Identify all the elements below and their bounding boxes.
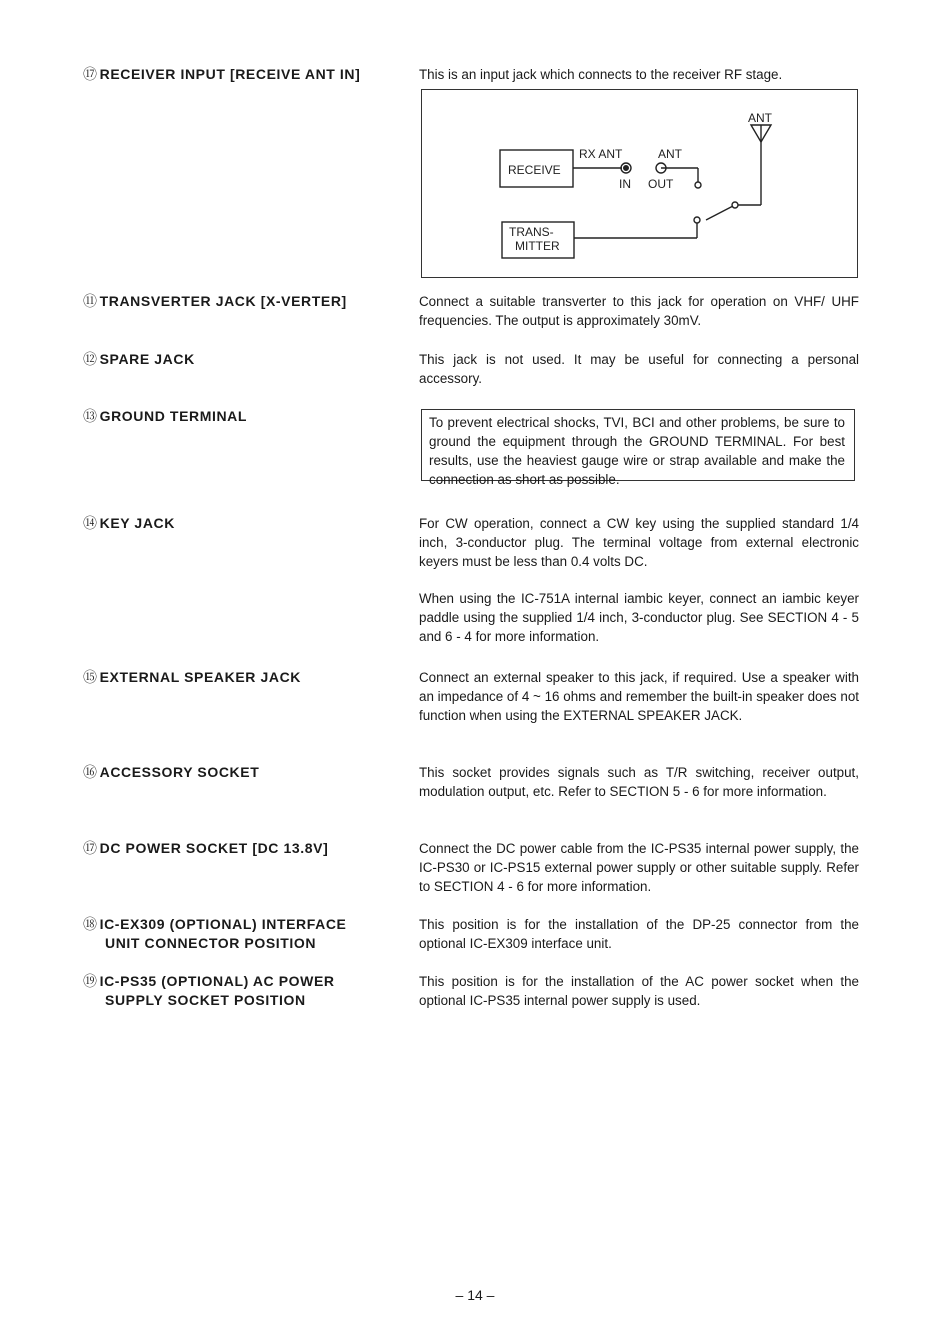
rx-ant-label: RX ANT bbox=[579, 147, 623, 161]
antenna-icon bbox=[751, 125, 771, 205]
item-number: ⑮ bbox=[83, 669, 98, 685]
body-ic-ex309-interface: This position is for the installation of the DP-25 connector from the optional IC-EX309 interface unit. bbox=[419, 917, 859, 951]
body-key-jack: For CW operation, connect a CW key using the supplied standard 1/4 inch, 3-conductor plug. The terminal voltage from external electronic keyers must be less than 0.4 volts DC. bbox=[419, 516, 859, 569]
heading-title: IC-PS35 (OPTIONAL) AC POWER bbox=[99, 973, 335, 989]
heading-title: KEY JACK bbox=[99, 515, 175, 531]
heading-title: GROUND TERMINAL bbox=[99, 408, 248, 424]
body-external-speaker-jack: Connect an external speaker to this jack, if required. Use a speaker with an impedance of 4 ~ 16 ohms and remember the built-in speaker does not function when using the EXTERNAL SPEAKER JACK. bbox=[419, 670, 859, 723]
heading-ground-terminal bbox=[83, 407, 383, 426]
ground-warning-box: To prevent electrical shocks, TVI, BCI and other problems, be sure to ground the equipment through the GROUND TERMINAL. For best results, use the heaviest gauge wire or strap available and make the connection as short as possible. bbox=[421, 409, 855, 481]
item-number: ⑯ bbox=[83, 764, 98, 780]
item-number: ⑰ bbox=[83, 840, 98, 856]
body-receiver-input: This is an input jack which connects to the receiver RF stage. bbox=[419, 67, 783, 82]
trans-label-1: TRANS- bbox=[509, 225, 554, 239]
heading-receiver-input bbox=[83, 65, 383, 84]
ant-label: ANT bbox=[658, 147, 682, 161]
heading-title: TRANSVERTER JACK [X-VERTER] bbox=[99, 293, 347, 309]
item-number: ⑪ bbox=[83, 293, 98, 309]
ant-top-label: ANT bbox=[748, 111, 772, 125]
heading-ic-ps35-ac-power bbox=[83, 972, 383, 1010]
item-number: ⑲ bbox=[83, 973, 98, 989]
heading-title: SPARE JACK bbox=[99, 351, 195, 367]
body-key-jack-iambic: When using the IC-751A internal iambic keyer, connect an iambic keyer paddle using the supplied 1/4 inch, 3-conductor plug. See SECTION 4 - 5 and 6 - 4 for more information. bbox=[419, 591, 859, 644]
heading-title-line2: SUPPLY SOCKET POSITION bbox=[105, 992, 306, 1008]
heading-title: ACCESSORY SOCKET bbox=[99, 764, 260, 780]
body-dc-power-socket: Connect the DC power cable from the IC-PS35 internal power supply, the IC-PS30 or IC-PS15 external power supply or other suitable supply. Refer to SECTION 4 - 6 for more information. bbox=[419, 841, 859, 894]
item-number: ⑭ bbox=[83, 515, 98, 531]
body-transverter-jack: Connect a suitable transverter to this jack for operation on VHF/ UHF frequencies. The output is approximately 30mV. bbox=[419, 294, 859, 328]
body-accessory-socket: This socket provides signals such as T/R switching, receiver output, modulation output, etc. Refer to SECTION 5 - 6 for more information. bbox=[419, 765, 859, 799]
heading-accessory-socket bbox=[83, 763, 383, 782]
antenna-connection-diagram bbox=[421, 89, 858, 278]
item-number: ⑱ bbox=[83, 916, 98, 932]
heading-external-speaker-jack bbox=[83, 668, 383, 687]
heading-title: DC POWER SOCKET [DC 13.8V] bbox=[99, 840, 329, 856]
out-label: OUT bbox=[648, 177, 674, 191]
item-number: ⑫ bbox=[83, 351, 98, 367]
heading-title: RECEIVER INPUT [RECEIVE ANT IN] bbox=[99, 66, 361, 82]
heading-title: IC-EX309 (OPTIONAL) INTERFACE bbox=[99, 916, 347, 932]
heading-transverter-jack bbox=[83, 292, 383, 311]
page-number: – 14 – bbox=[455, 1287, 495, 1303]
body-spare-jack: This jack is not used. It may be useful for connecting a personal accessory. bbox=[419, 352, 859, 386]
item-number: ⑬ bbox=[83, 408, 98, 424]
heading-ic-ex309-interface bbox=[83, 915, 383, 953]
trans-label-2: MITTER bbox=[515, 239, 560, 253]
in-label: IN bbox=[619, 177, 631, 191]
heading-title-line2: UNIT CONNECTOR POSITION bbox=[105, 935, 317, 951]
heading-key-jack bbox=[83, 514, 383, 533]
heading-title: EXTERNAL SPEAKER JACK bbox=[99, 669, 301, 685]
heading-spare-jack bbox=[83, 350, 383, 369]
body-ic-ps35-ac-power: This position is for the installation of the AC power socket when the optional IC-PS35 internal power supply is used. bbox=[419, 974, 859, 1008]
receive-label: RECEIVE bbox=[508, 163, 561, 177]
heading-dc-power-socket bbox=[83, 839, 383, 858]
item-number: ⑰ bbox=[83, 66, 98, 82]
